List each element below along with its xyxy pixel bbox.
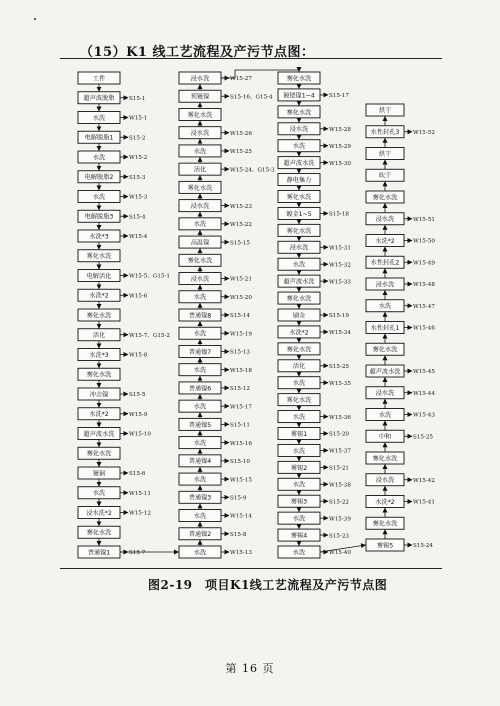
process-step bbox=[278, 106, 320, 118]
process-step bbox=[278, 123, 351, 135]
process-step bbox=[179, 364, 252, 376]
process-step bbox=[278, 157, 351, 169]
emission-tag: S15-17 bbox=[329, 93, 349, 100]
step-label: 浸水洗 bbox=[190, 75, 210, 83]
process-step bbox=[78, 447, 120, 459]
emission-tag: S15-23 bbox=[329, 533, 349, 540]
emission-tag: S15-8 bbox=[230, 531, 247, 538]
step-label: 水洗*3 bbox=[89, 351, 109, 359]
step-label: 水洗 bbox=[92, 114, 106, 122]
process-step bbox=[278, 411, 351, 423]
step-label: 水洗 bbox=[193, 403, 207, 411]
process-step bbox=[278, 495, 349, 507]
step-label: 普通镍8 bbox=[188, 312, 212, 320]
step-label: 超声波水洗 bbox=[283, 160, 315, 168]
step-label: 高温镍 bbox=[190, 239, 210, 247]
emission-tag: W15-17 bbox=[230, 404, 252, 411]
process-step bbox=[366, 256, 435, 268]
emission-tag: W15-27 bbox=[230, 76, 252, 83]
emission-tag: S15-9 bbox=[230, 495, 247, 502]
emission-tag: W15-15 bbox=[230, 477, 252, 484]
emission-tag: W15-16 bbox=[230, 440, 252, 447]
process-step bbox=[366, 322, 435, 334]
step-label: 浸水洗 bbox=[190, 275, 210, 283]
emission-tag: W15-23 bbox=[230, 203, 252, 210]
step-label: 预镀镍 bbox=[190, 93, 210, 101]
step-label: 浸水洗 bbox=[375, 281, 395, 289]
process-step bbox=[278, 461, 349, 473]
step-label: 水洗 bbox=[378, 303, 392, 311]
emission-tag: W15-11 bbox=[129, 490, 151, 497]
process-step bbox=[278, 224, 320, 236]
process-step bbox=[278, 512, 351, 524]
process-step bbox=[278, 377, 351, 389]
process-step bbox=[179, 291, 252, 303]
step-label: 雾化水洗 bbox=[187, 111, 213, 119]
process-step bbox=[78, 230, 148, 242]
process-step bbox=[366, 300, 435, 312]
emission-tag: W15-35 bbox=[329, 380, 351, 387]
step-label: 普通镍4 bbox=[188, 458, 212, 466]
step-label: 浸水洗 bbox=[375, 216, 395, 224]
process-step bbox=[366, 126, 435, 138]
step-label: 雾化水洗 bbox=[286, 109, 312, 117]
process-step bbox=[366, 213, 435, 225]
emission-tag: W15-48 bbox=[413, 282, 435, 289]
emission-tag: W15-47 bbox=[413, 303, 435, 310]
emission-tag: W15-25 bbox=[230, 149, 252, 156]
step-label: 电解活化 bbox=[86, 272, 112, 280]
emission-tag: W15-7、G15-2 bbox=[129, 332, 170, 339]
emission-tag: W15-45 bbox=[413, 369, 435, 376]
emission-tag: W15-20 bbox=[230, 294, 252, 301]
process-step bbox=[78, 250, 120, 262]
emission-tag: S15-7 bbox=[129, 550, 146, 557]
step-label: 静电集力 bbox=[286, 176, 312, 184]
step-label: 普通镍2 bbox=[188, 531, 212, 539]
process-step bbox=[366, 104, 404, 116]
process-step bbox=[179, 437, 252, 449]
step-label: 浸水洗 bbox=[375, 390, 395, 398]
step-label: 水洗 bbox=[193, 512, 207, 520]
step-layer bbox=[78, 72, 435, 558]
emission-tag: W15-10 bbox=[129, 431, 151, 438]
emission-tag: W15-30 bbox=[329, 160, 351, 167]
step-label: 水洗 bbox=[193, 148, 207, 156]
step-label: 雾化水洗 bbox=[286, 397, 312, 405]
step-label: 水性封孔2 bbox=[370, 259, 400, 267]
emission-tag: W15-52 bbox=[413, 129, 435, 136]
step-label: 水洗*3 bbox=[89, 233, 109, 241]
process-step bbox=[366, 539, 433, 551]
process-step bbox=[278, 241, 351, 253]
emission-tag: W15-4 bbox=[129, 234, 148, 241]
emission-tag: W15-40 bbox=[329, 550, 351, 557]
step-label: 水洗 bbox=[92, 490, 106, 498]
process-step bbox=[179, 127, 252, 139]
emission-tag: W15-41 bbox=[413, 499, 435, 506]
process-step bbox=[366, 474, 435, 486]
step-label: 水洗 bbox=[292, 549, 306, 557]
process-step bbox=[278, 444, 351, 456]
emission-tag: W15-50 bbox=[413, 238, 435, 245]
emission-tag: W15-6 bbox=[129, 293, 148, 300]
step-label: 雾化水洗 bbox=[372, 346, 398, 354]
step-label: 水洗 bbox=[193, 330, 207, 338]
process-step bbox=[278, 529, 349, 541]
step-label: 水洗*2 bbox=[289, 329, 309, 337]
process-step bbox=[179, 108, 221, 120]
process-step bbox=[278, 207, 349, 219]
step-label: 水洗 bbox=[292, 413, 306, 421]
process-step bbox=[278, 275, 351, 287]
process-step bbox=[366, 409, 435, 421]
process-step bbox=[78, 191, 148, 203]
step-label: 水洗 bbox=[292, 515, 306, 523]
process-step bbox=[179, 254, 221, 266]
step-label: 水洗*2 bbox=[89, 411, 109, 419]
figure-caption: 图2-19 项目K1线工艺流程及产污节点图 bbox=[148, 578, 388, 592]
step-label: 雾化水洗 bbox=[286, 75, 312, 83]
emission-tag: W15-5、G15-1 bbox=[129, 273, 170, 280]
emission-tag: W15-31 bbox=[329, 245, 351, 252]
process-step bbox=[366, 343, 404, 355]
process-step bbox=[278, 292, 320, 304]
emission-tag: W15-42 bbox=[413, 477, 435, 484]
emission-tag: S15-22 bbox=[329, 499, 349, 506]
step-label: 雾化水洗 bbox=[86, 529, 112, 537]
emission-tag: W15-9 bbox=[129, 411, 148, 418]
section-title: （15）K1 线工艺流程及产污节点图： bbox=[80, 45, 315, 60]
step-label: 超声波水洗 bbox=[83, 430, 115, 438]
process-step bbox=[179, 400, 252, 412]
process-step bbox=[78, 151, 148, 163]
emission-tag: S15-15 bbox=[230, 240, 250, 247]
emission-tag: S15-2 bbox=[129, 135, 146, 142]
step-label: 雾锡3 bbox=[290, 498, 308, 506]
emission-tag: S15-21 bbox=[329, 465, 349, 472]
process-step bbox=[366, 430, 433, 442]
step-label: 镀金1~5 bbox=[286, 210, 312, 218]
process-step bbox=[278, 191, 320, 203]
emission-tag: S15-16、G15-4 bbox=[230, 94, 273, 101]
emission-tag: W15-44 bbox=[413, 390, 435, 397]
emission-tag: W15-14 bbox=[230, 513, 252, 520]
process-step bbox=[78, 487, 151, 499]
emission-tag: W15-29 bbox=[329, 143, 351, 150]
emission-tag: W15-32 bbox=[329, 262, 351, 269]
step-label: 镀铜 bbox=[92, 470, 106, 478]
step-label: 电解脱脂2 bbox=[84, 174, 114, 182]
emission-tag: W15-8 bbox=[129, 352, 148, 359]
step-label: 水洗 bbox=[292, 481, 306, 489]
process-step bbox=[366, 365, 435, 377]
step-label: 浸水洗 bbox=[190, 130, 210, 138]
process-step bbox=[179, 528, 247, 540]
emission-tag: W15-34 bbox=[329, 330, 351, 337]
emission-tag: S15-19 bbox=[329, 313, 349, 320]
step-label: 雾化水洗 bbox=[86, 450, 112, 458]
step-label: 活化 bbox=[92, 332, 106, 340]
step-label: 水性封孔1 bbox=[370, 324, 400, 332]
process-step bbox=[278, 309, 349, 321]
emission-tag: S15-6 bbox=[129, 471, 146, 478]
process-step bbox=[78, 72, 120, 84]
connector-layer bbox=[99, 70, 412, 552]
emission-tag: W15-46 bbox=[413, 325, 435, 332]
process-step bbox=[366, 191, 404, 203]
step-label: 电解脱脂1 bbox=[84, 134, 114, 142]
step-label: 镀铑镍1~4 bbox=[283, 92, 315, 100]
step-label: 工件 bbox=[92, 75, 106, 83]
process-step bbox=[278, 89, 349, 101]
step-label: 水洗*2 bbox=[89, 292, 109, 300]
step-label: 水洗 bbox=[292, 447, 306, 455]
emission-tag: W15-37 bbox=[329, 448, 351, 455]
emission-tag: S15-13 bbox=[230, 349, 250, 356]
process-step bbox=[78, 349, 148, 361]
step-label: 水洗*2 bbox=[375, 498, 395, 506]
step-label: 水洗 bbox=[378, 411, 392, 419]
step-label: 水洗 bbox=[92, 193, 106, 201]
emission-tag: S15-20 bbox=[329, 431, 349, 438]
process-step bbox=[78, 210, 146, 222]
step-label: 雾锡1 bbox=[290, 430, 308, 438]
step-label: 水洗 bbox=[193, 476, 207, 484]
step-label: 水洗 bbox=[292, 143, 306, 151]
emission-tag: W15-1 bbox=[129, 115, 148, 122]
process-step bbox=[366, 387, 435, 399]
emission-tag: S15-14 bbox=[230, 313, 250, 320]
step-label: 水洗 bbox=[193, 440, 207, 448]
step-label: 雾化水洗 bbox=[86, 371, 112, 379]
step-label: 雾化水洗 bbox=[187, 184, 213, 192]
emission-tag: W15-36 bbox=[329, 414, 351, 421]
emission-tag: S15-11 bbox=[230, 422, 250, 429]
step-label: 雾化水洗 bbox=[187, 257, 213, 265]
step-label: 雾化水洗 bbox=[86, 253, 112, 261]
emission-tag: W15-12 bbox=[129, 510, 151, 517]
step-label: 水洗 bbox=[292, 380, 306, 388]
step-label: 普通镍6 bbox=[188, 385, 212, 393]
process-step bbox=[278, 343, 320, 355]
process-step bbox=[78, 112, 147, 124]
step-label: 水洗 bbox=[193, 549, 207, 557]
emission-tag: W15-28 bbox=[329, 126, 351, 133]
step-label: 雾化水洗 bbox=[372, 194, 398, 202]
emission-tag: S15-25 bbox=[413, 434, 433, 441]
emission-tag: W15-26 bbox=[230, 130, 252, 137]
step-label: 浸水洗 bbox=[289, 126, 309, 134]
step-label: 雾化水洗 bbox=[372, 455, 398, 463]
step-label: 雾化水洗 bbox=[286, 193, 312, 201]
step-label: 水洗*2 bbox=[375, 237, 395, 245]
step-label: 浸水洗 bbox=[289, 244, 309, 252]
step-label: 普通镍7 bbox=[188, 348, 212, 356]
step-label: 雾锡4 bbox=[290, 532, 308, 540]
process-step bbox=[179, 181, 221, 193]
process-step bbox=[179, 218, 252, 230]
step-label: 水洗 bbox=[193, 221, 207, 229]
step-label: 烘干 bbox=[378, 150, 392, 158]
emission-tag: W15-51 bbox=[413, 216, 435, 223]
process-step bbox=[366, 235, 435, 247]
process-step bbox=[278, 174, 320, 186]
process-step bbox=[179, 309, 250, 321]
process-step bbox=[179, 273, 252, 285]
process-step bbox=[78, 428, 151, 440]
step-label: 普通镍1 bbox=[87, 549, 111, 557]
process-step bbox=[78, 368, 120, 380]
step-label: 超声波水洗 bbox=[369, 368, 401, 376]
emission-tag: S15-12 bbox=[230, 386, 250, 393]
step-label: 浸水洗 bbox=[190, 203, 210, 211]
process-step bbox=[78, 388, 146, 400]
emission-tag: S15-5 bbox=[129, 392, 146, 399]
process-step bbox=[366, 517, 404, 529]
emission-tag: W15-39 bbox=[329, 516, 351, 523]
step-label: 雾锡2 bbox=[290, 464, 308, 472]
process-step bbox=[278, 360, 349, 372]
step-label: 水洗 bbox=[92, 154, 106, 162]
process-step bbox=[179, 418, 250, 430]
emission-tag: W15-43 bbox=[413, 412, 435, 419]
process-step bbox=[179, 491, 247, 503]
emission-tag: W15-2 bbox=[129, 155, 148, 162]
process-step bbox=[179, 473, 252, 485]
process-step bbox=[278, 428, 349, 440]
caption-rule bbox=[60, 568, 442, 569]
emission-tag: S15-18 bbox=[329, 211, 349, 218]
process-step bbox=[179, 510, 252, 522]
step-label: 普通镍3 bbox=[188, 494, 212, 502]
process-step bbox=[179, 200, 252, 212]
emission-tag: S15-25 bbox=[329, 363, 349, 370]
step-label: 浸水洗 bbox=[375, 477, 395, 485]
step-label: 刷金 bbox=[292, 312, 306, 320]
process-step bbox=[78, 92, 145, 104]
process-step bbox=[366, 496, 435, 508]
emission-tag: W15-21 bbox=[230, 276, 252, 283]
process-step bbox=[78, 507, 151, 519]
step-label: 活化 bbox=[292, 363, 306, 371]
process-step bbox=[78, 546, 146, 558]
process-step bbox=[278, 140, 351, 152]
emission-tag: S15-4 bbox=[129, 214, 146, 221]
step-label: 冲击镍 bbox=[89, 391, 109, 399]
emission-tag: S15-10 bbox=[230, 459, 250, 466]
emission-tag: W15-24、G15-3 bbox=[230, 167, 275, 174]
process-step bbox=[366, 278, 435, 290]
step-label: 中和 bbox=[378, 433, 392, 441]
step-label: 雾锡5 bbox=[376, 542, 394, 550]
process-step bbox=[78, 131, 146, 143]
process-step bbox=[179, 327, 252, 339]
process-step bbox=[278, 394, 320, 406]
step-label: 吹干 bbox=[378, 172, 392, 180]
emission-tag: W15-13 bbox=[230, 550, 252, 557]
step-label: 超声波水洗 bbox=[283, 278, 315, 286]
emission-tag: S15-1 bbox=[129, 95, 146, 102]
process-step bbox=[78, 467, 146, 479]
step-label: 水洗 bbox=[193, 294, 207, 302]
process-step bbox=[278, 546, 351, 558]
process-step bbox=[78, 526, 120, 538]
emission-tag: W15-3 bbox=[129, 194, 148, 201]
process-step bbox=[366, 169, 404, 181]
step-label: 雾化水洗 bbox=[286, 295, 312, 303]
step-label: 雾化水洗 bbox=[286, 227, 312, 235]
process-step bbox=[179, 382, 250, 394]
process-step bbox=[278, 258, 351, 270]
step-label: 活化 bbox=[193, 166, 207, 174]
process-step bbox=[78, 309, 120, 321]
process-step bbox=[179, 345, 250, 357]
emission-tag: W15-38 bbox=[329, 482, 351, 489]
process-step bbox=[278, 478, 351, 490]
step-label: 雾化水洗 bbox=[286, 346, 312, 354]
emission-tag: W15-22 bbox=[230, 222, 252, 229]
emission-tag: S15-3 bbox=[129, 174, 146, 181]
emission-tag: W15-18 bbox=[230, 367, 252, 374]
page-number: 第 16 页 bbox=[225, 662, 275, 675]
step-label: 烘干 bbox=[378, 107, 392, 115]
step-label: 普通镍5 bbox=[188, 421, 212, 429]
step-label: 电解脱脂3 bbox=[84, 213, 114, 221]
process-step bbox=[78, 171, 146, 183]
process-step bbox=[179, 236, 250, 248]
step-label: 雾化水洗 bbox=[86, 312, 112, 320]
step-label: 浸水洗*2 bbox=[86, 509, 112, 517]
process-step bbox=[366, 148, 404, 160]
emission-tag: W15-19 bbox=[230, 331, 252, 338]
process-step bbox=[278, 72, 320, 84]
process-step bbox=[179, 455, 250, 467]
emission-tag: W15-49 bbox=[413, 260, 435, 267]
step-label: 水洗 bbox=[292, 261, 306, 269]
process-step bbox=[179, 72, 252, 84]
step-label: 水性封孔3 bbox=[370, 129, 400, 137]
process-step bbox=[78, 408, 148, 420]
step-label: 雾化水洗 bbox=[372, 520, 398, 528]
step-label: 水洗 bbox=[193, 367, 207, 375]
process-step bbox=[78, 289, 148, 301]
process-step bbox=[179, 145, 252, 157]
process-step bbox=[179, 546, 252, 558]
emission-tag: W15-33 bbox=[329, 279, 351, 286]
process-step bbox=[366, 452, 404, 464]
process-step bbox=[278, 326, 351, 338]
emission-tag: S15-24 bbox=[413, 543, 433, 550]
step-label: 超声波脱脂 bbox=[83, 95, 115, 103]
